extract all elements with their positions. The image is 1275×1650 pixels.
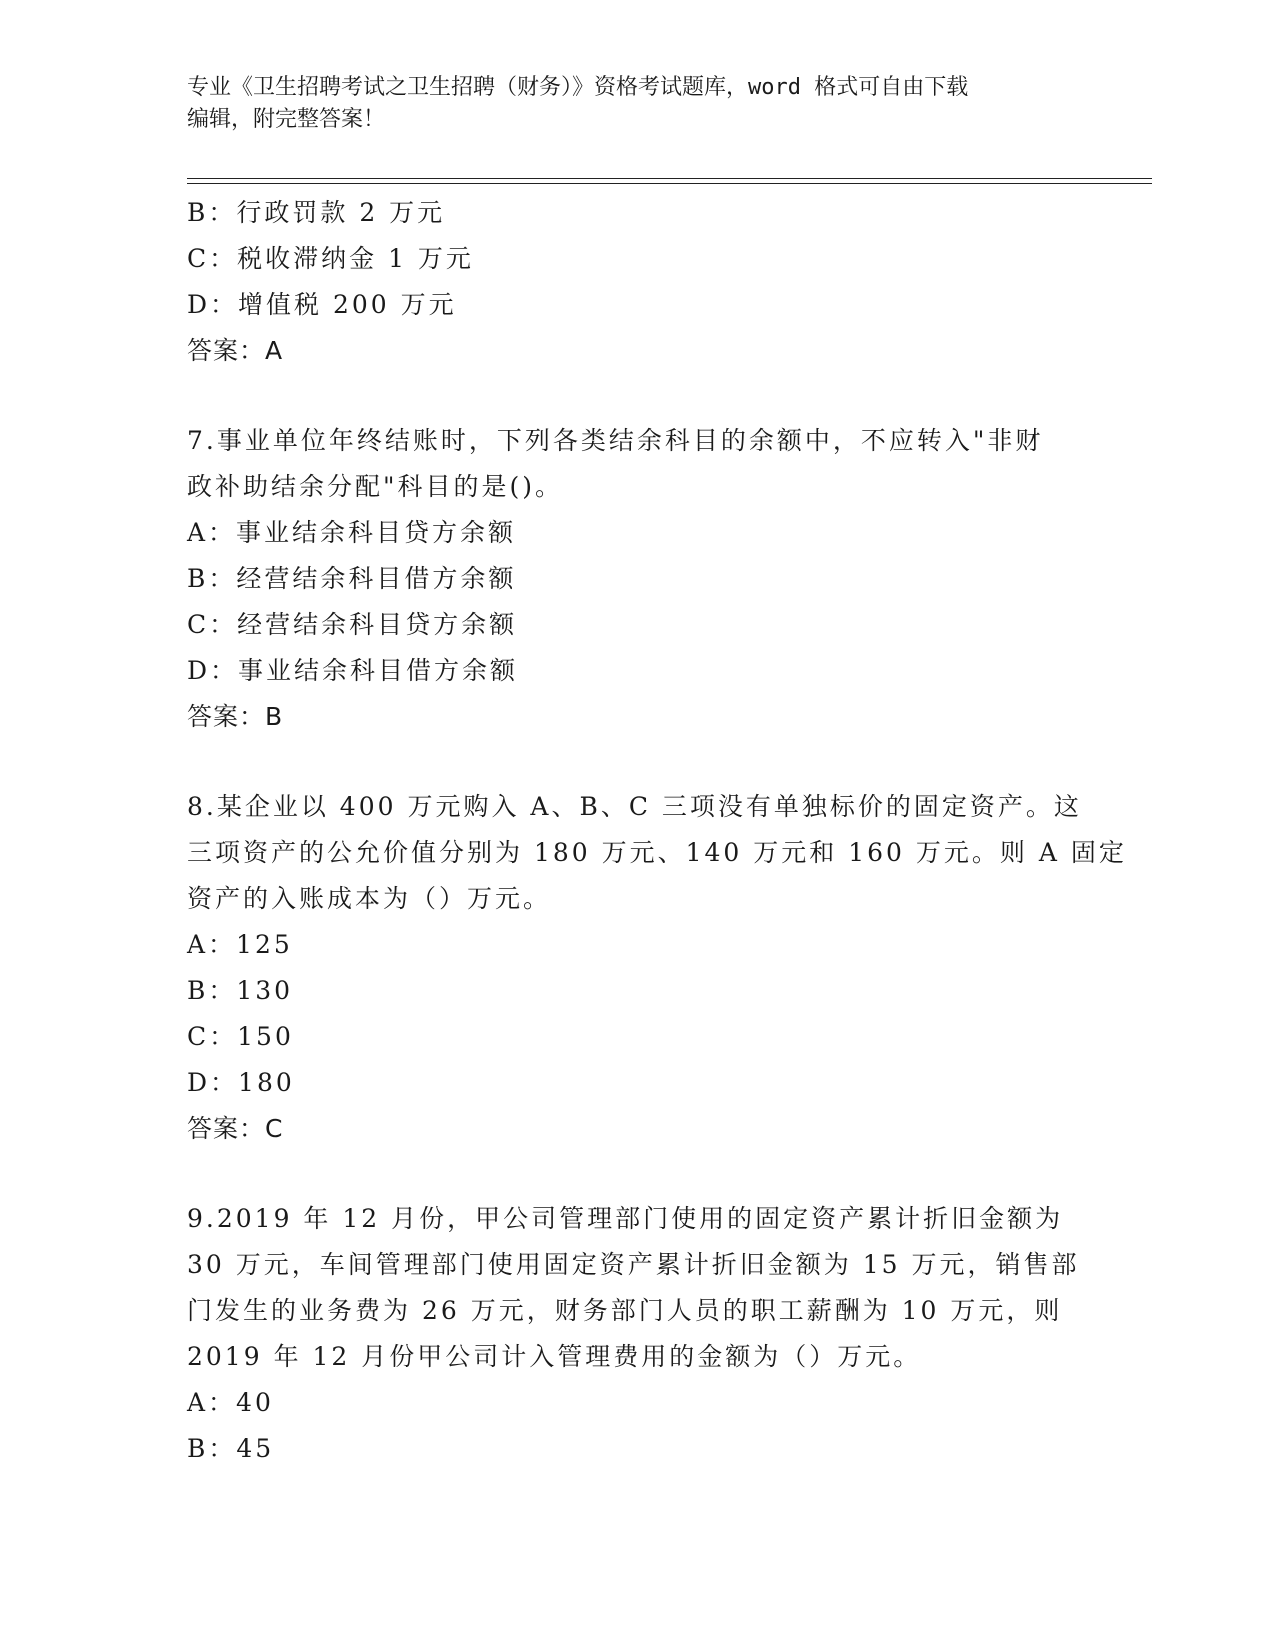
spacer bbox=[187, 1152, 1087, 1196]
question-7 bbox=[187, 418, 1087, 740]
question-stem-line: 9.2019 年 12 月份，甲公司管理部门使用的固定资产累计折旧金额为 bbox=[187, 1204, 1064, 1233]
question-stem-line: 门发生的业务费为 26 万元，财务部门人员的职工薪酬为 10 万元，则 bbox=[187, 1296, 1063, 1325]
option-d: D：增值税 200 万元 bbox=[187, 290, 457, 319]
question-stem-line: 政补助结余分配"科目的是()。 bbox=[187, 472, 564, 501]
question-9 bbox=[187, 1196, 1087, 1472]
answer: 答案：C bbox=[187, 1114, 284, 1143]
spacer bbox=[187, 740, 1087, 784]
question-stem-line: 30 万元，车间管理部门使用固定资产累计折旧金额为 15 万元，销售部 bbox=[187, 1250, 1080, 1279]
option-b: B：经营结余科目借方余额 bbox=[187, 564, 517, 593]
question-stem-line: 资产的入账成本为（）万元。 bbox=[187, 884, 552, 913]
option-b: B：45 bbox=[187, 1434, 275, 1463]
question-stem-line: 2019 年 12 月份甲公司计入管理费用的金额为（）万元。 bbox=[187, 1342, 922, 1371]
option-d: D：事业结余科目借方余额 bbox=[187, 656, 519, 685]
answer: 答案：B bbox=[187, 702, 284, 731]
document-header bbox=[187, 72, 1087, 136]
option-a: A：事业结余科目贷方余额 bbox=[187, 518, 517, 547]
header-divider-top bbox=[187, 178, 1152, 179]
spacer bbox=[187, 374, 1087, 418]
option-a: A：125 bbox=[187, 930, 293, 959]
question-stem-line: 三项资产的公允价值分别为 180 万元、140 万元和 160 万元。则 A 固定 bbox=[187, 838, 1127, 867]
header-line-1: 专业《卫生招聘考试之卫生招聘（财务）》资格考试题库，word 格式可自由下载 bbox=[187, 75, 969, 100]
question-content bbox=[187, 190, 1127, 1472]
header-line-2: 编辑，附完整答案！ bbox=[187, 107, 386, 132]
question-6 bbox=[187, 190, 1087, 374]
question-8 bbox=[187, 784, 1127, 1152]
option-a: A：40 bbox=[187, 1388, 274, 1417]
option-c: C：经营结余科目贷方余额 bbox=[187, 610, 518, 639]
option-d: D：180 bbox=[187, 1068, 295, 1097]
option-b: B：130 bbox=[187, 976, 294, 1005]
question-stem-line: 7.事业单位年终结账时，下列各类结余科目的余额中，不应转入"非财 bbox=[187, 426, 1044, 455]
answer: 答案：A bbox=[187, 336, 284, 365]
option-b: B：行政罚款 2 万元 bbox=[187, 198, 446, 227]
question-stem-line: 8.某企业以 400 万元购入 A、B、C 三项没有单独标价的固定资产。这 bbox=[187, 792, 1082, 821]
header-divider-bottom bbox=[187, 183, 1152, 184]
option-c: C：150 bbox=[187, 1022, 294, 1051]
option-c: C：税收滞纳金 1 万元 bbox=[187, 244, 474, 273]
